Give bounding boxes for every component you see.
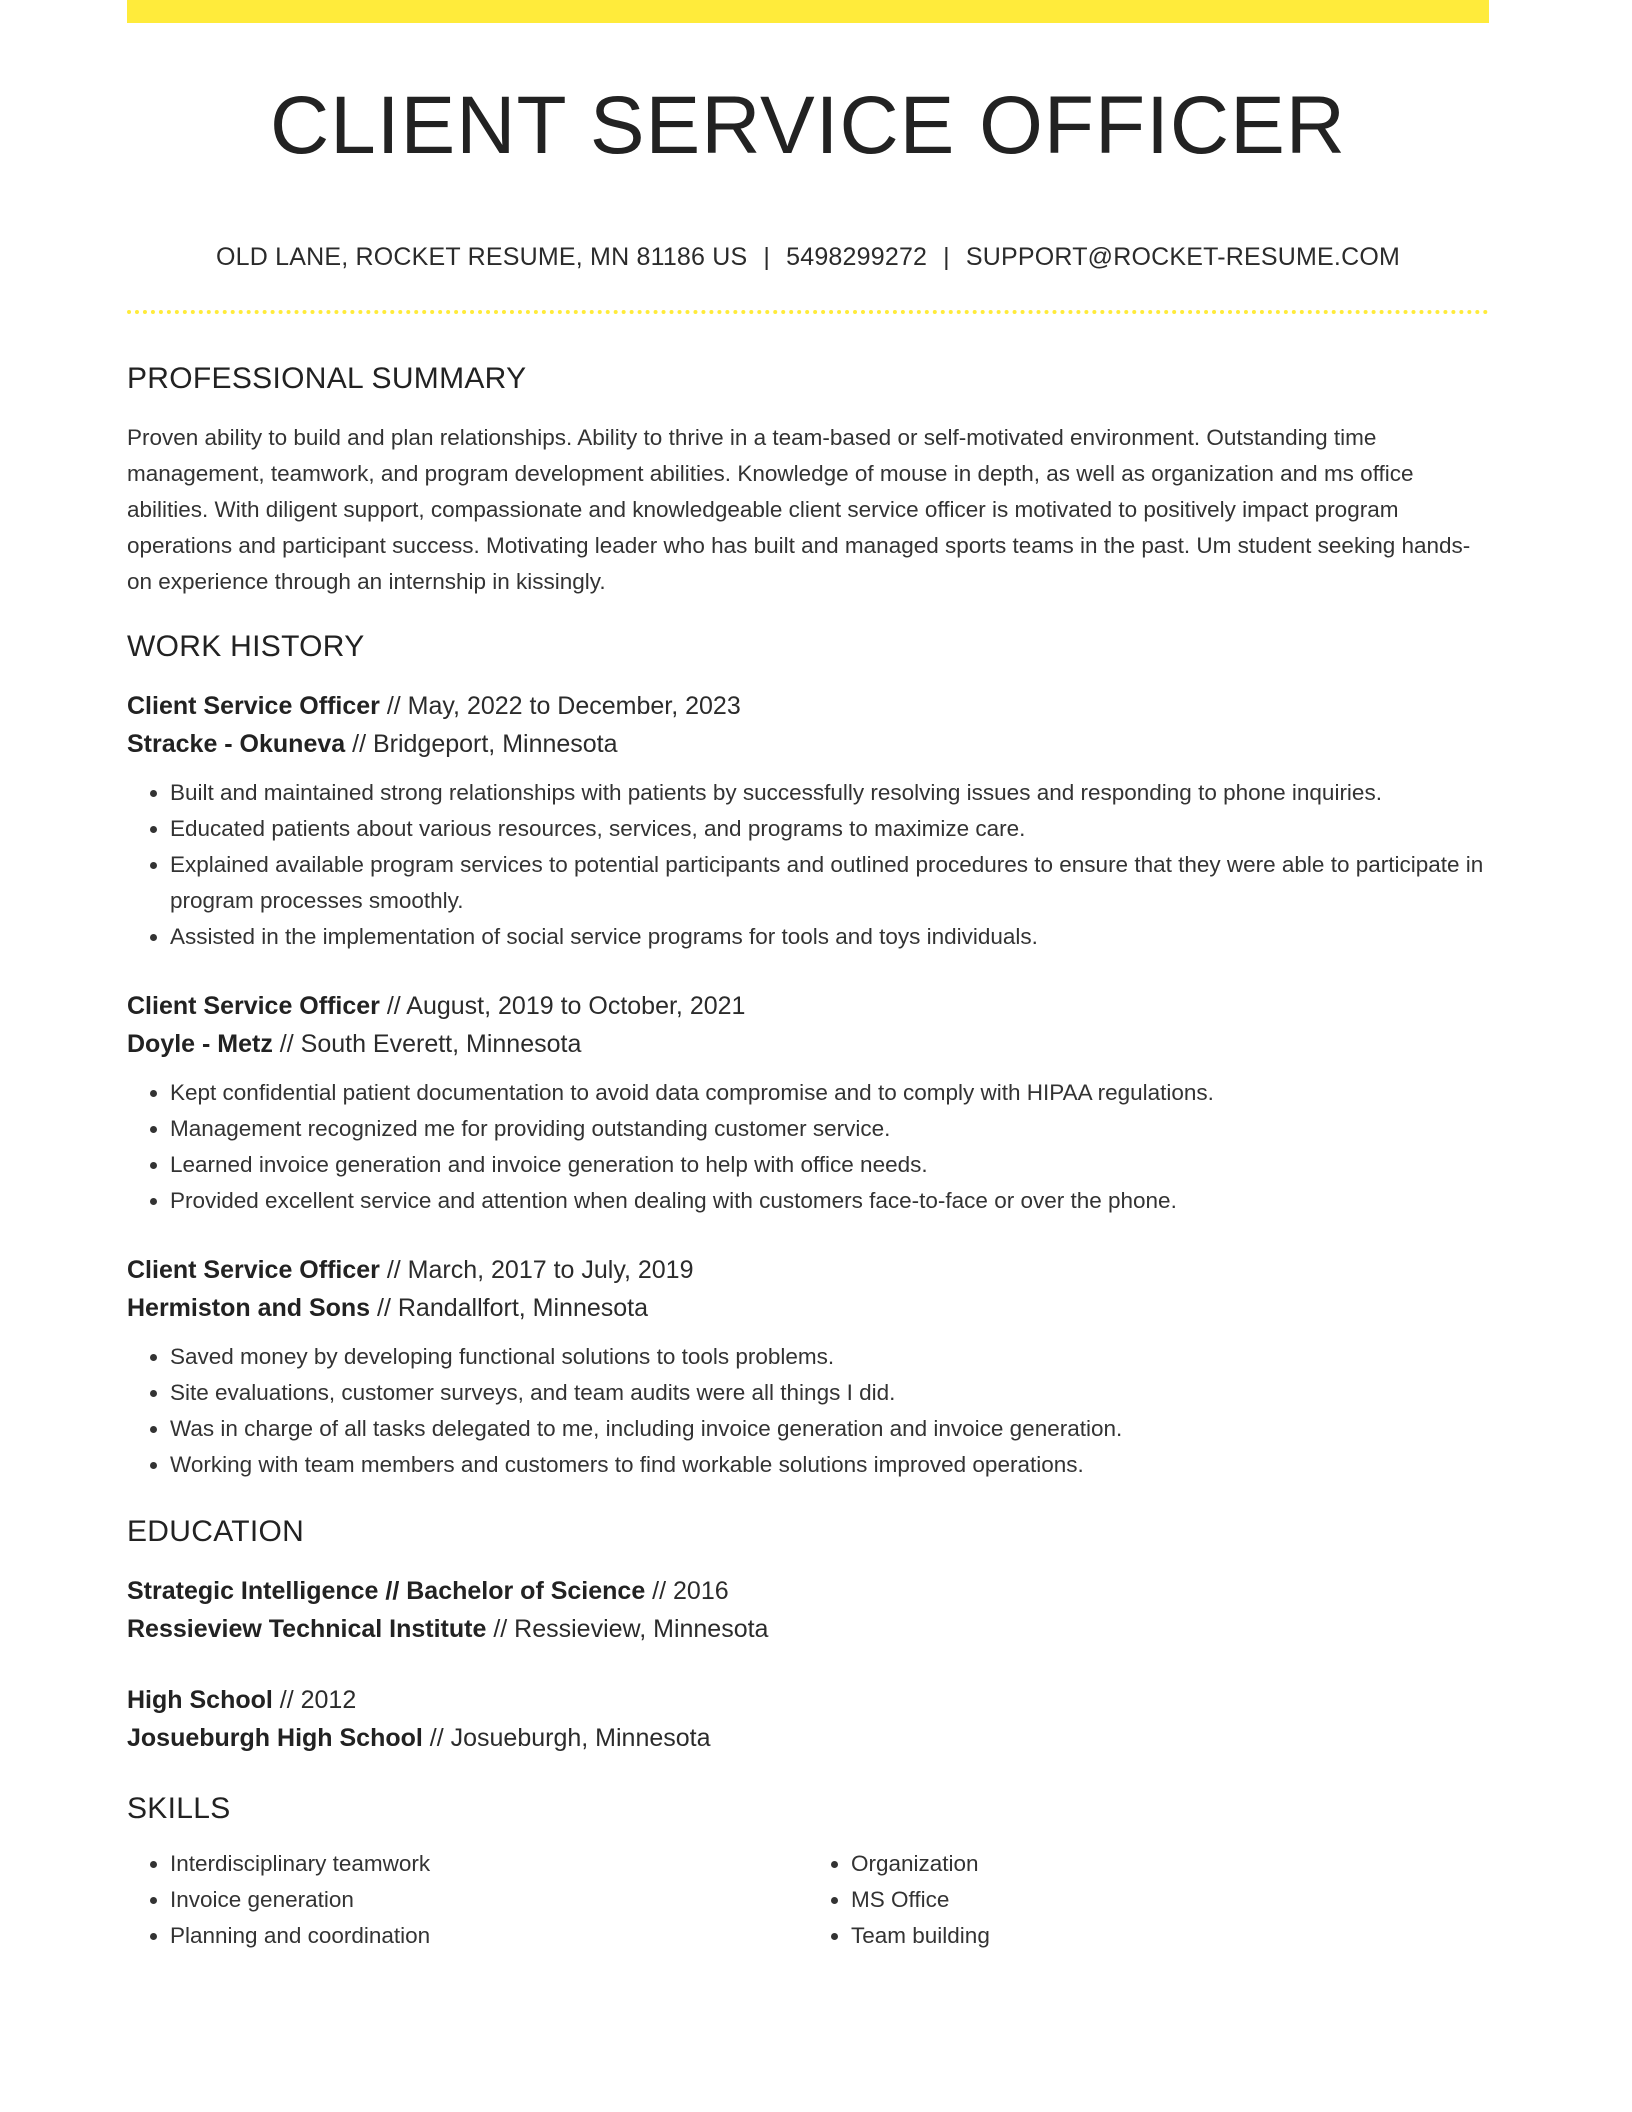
graduation-year: // 2012 <box>272 1686 357 1714</box>
contact-separator: | <box>763 243 771 271</box>
resume-page <box>127 0 1489 1954</box>
list-item: • Explained available program services to potential participants and outlined procedures to ensure that they were able to participate in program processes smoothly. <box>170 847 1489 919</box>
list-item: • Learned invoice generation and invoice generation to help with office needs. <box>170 1147 1489 1183</box>
skill-item: • Planning and coordination <box>170 1918 808 1954</box>
contact-separator: | <box>943 243 950 271</box>
school-location: // Josueburgh, Minnesota <box>422 1724 711 1752</box>
education-entry <box>127 1572 1489 1648</box>
job-company-line <box>127 725 1489 763</box>
list-item: • Educated patients about various resources, services, and programs to maximize care. <box>170 811 1489 847</box>
job-dates: // March, 2017 to July, 2019 <box>379 1256 694 1284</box>
phone: 5498299272 <box>786 243 928 271</box>
skill-item: • Interdisciplinary teamwork <box>170 1846 808 1882</box>
work-history-heading: WORK HISTORY <box>127 630 365 663</box>
job-title-line <box>127 1251 1489 1289</box>
degree: High School <box>127 1686 273 1714</box>
list-item: • Was in charge of all tasks delegated to me, including invoice generation and invoice generation. <box>170 1411 1489 1447</box>
summary-text: Proven ability to build and plan relationships. Ability to thrive in a team-based or self-motivated environment. Outstanding time management, teamwork, and program development abilities. Knowledge of mouse in depth, as well as organization and ms office abilities. With diligent support, compassionate and knowledgeable client service officer is motivated to positively impact program operations and participant success. Motivating leader who has built and managed sports teams in the past. Um student seeking hands-on experience through an internship in kissingly. <box>127 425 1471 594</box>
list-item: • Built and maintained strong relationships with patients by successfully resolving issues and responding to phone inquiries. <box>170 775 1489 811</box>
accent-top-bar <box>127 0 1489 23</box>
degree: Strategic Intelligence // Bachelor of Science <box>127 1577 646 1605</box>
list-item: • Management recognized me for providing outstanding customer service. <box>170 1111 1489 1147</box>
list-item: • Saved money by developing functional solutions to tools problems. <box>170 1339 1489 1375</box>
job-title-line <box>127 987 1489 1025</box>
job-role: Client Service Officer <box>127 992 380 1020</box>
skill-item: • Organization <box>851 1846 1489 1882</box>
school-line <box>127 1719 1489 1757</box>
skill-item: • Team building <box>851 1918 1489 1954</box>
job-company: Doyle - Metz <box>127 1030 273 1058</box>
job-company: Stracke - Okuneva <box>127 730 346 758</box>
list-item: • Assisted in the implementation of social service programs for tools and toys individuals. <box>170 919 1489 955</box>
job-entry <box>127 987 1489 1219</box>
dotted-divider <box>127 310 1489 314</box>
job-company-line <box>127 1025 1489 1063</box>
job-dates: // August, 2019 to October, 2021 <box>379 992 746 1020</box>
job-role: Client Service Officer <box>127 1256 380 1284</box>
school-name: Josueburgh High School <box>127 1724 423 1752</box>
job-location: // Bridgeport, Minnesota <box>345 730 618 758</box>
school-name: Ressieview Technical Institute <box>127 1615 487 1643</box>
job-entry <box>127 687 1489 955</box>
job-bullets <box>127 1339 1489 1483</box>
job-role: Client Service Officer <box>127 692 380 720</box>
list-item: • Working with team members and customers to find workable solutions improved operations. <box>170 1447 1489 1483</box>
job-company: Hermiston and Sons <box>127 1294 371 1322</box>
school-line <box>127 1610 1489 1648</box>
degree-line <box>127 1572 1489 1610</box>
job-location: // Randallfort, Minnesota <box>370 1294 649 1322</box>
graduation-year: // 2016 <box>645 1577 729 1605</box>
list-item: • Provided excellent service and attention when dealing with customers face-to-face or over the phone. <box>170 1183 1489 1219</box>
job-title-line <box>127 687 1489 725</box>
resume-title: CLIENT SERVICE OFFICER <box>269 80 1347 171</box>
school-location: // Ressieview, Minnesota <box>486 1615 769 1643</box>
email: SUPPORT@ROCKET-RESUME.COM <box>965 243 1401 271</box>
skills-heading: SKILLS <box>127 1792 231 1825</box>
skills-list-right <box>808 1846 1489 1954</box>
education-entry <box>127 1681 1489 1757</box>
skills-list-left <box>127 1846 808 1954</box>
degree-line <box>127 1681 1489 1719</box>
skills-columns <box>127 1846 1489 1954</box>
job-bullets <box>127 1075 1489 1219</box>
address: OLD LANE, ROCKET RESUME, MN 81186 US <box>215 243 748 271</box>
list-item: • Site evaluations, customer surveys, and team audits were all things I did. <box>170 1375 1489 1411</box>
education-heading: EDUCATION <box>127 1515 305 1548</box>
skill-item: • MS Office <box>851 1882 1489 1918</box>
job-company-line <box>127 1289 1489 1327</box>
job-location: // South Everett, Minnesota <box>272 1030 582 1058</box>
skill-item: • Invoice generation <box>170 1882 808 1918</box>
summary-heading: PROFESSIONAL SUMMARY <box>127 362 527 395</box>
job-entry <box>127 1251 1489 1483</box>
contact-line <box>127 245 1489 270</box>
job-bullets <box>127 775 1489 955</box>
list-item: • Kept confidential patient documentation to avoid data compromise and to comply with HIPAA regulations. <box>170 1075 1489 1111</box>
job-dates: // May, 2022 to December, 2023 <box>379 692 741 720</box>
